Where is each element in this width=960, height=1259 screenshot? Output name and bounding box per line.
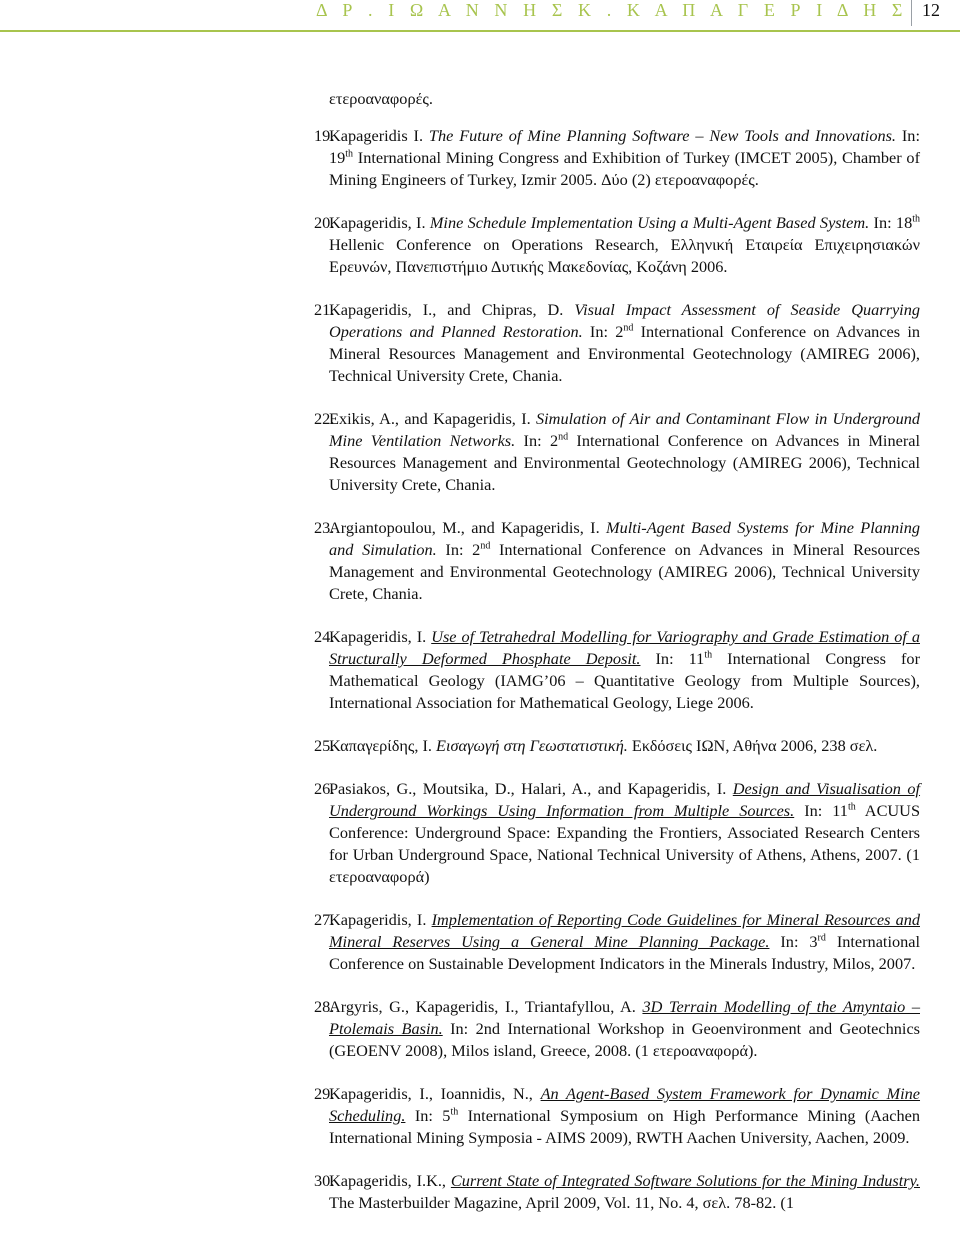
reference-title: Current State of Integrated Software Solutions for the Mining Industry. (450, 1171, 920, 1190)
reference-title: Εισαγωγή στη Γεωστατιστική. (436, 736, 628, 755)
page-header (0, 0, 960, 34)
reference-details: International Mining Congress and Exhibition of Turkey (IMCET 2005), Chamber of Mining Engineers of Turkey, Izmir 2005. Δύο (2) ετεροαναφορές. (329, 148, 920, 189)
reference-title: Use of Tetrahedral Modelling for Variography and Grade Estimation of a Structurally Deformed Phosphate Deposit. (329, 627, 920, 668)
ordinal-suffix: rd (817, 932, 826, 944)
reference-number: 23. (314, 518, 335, 537)
reference-title: Mine Schedule Implementation Using a Multi-Agent Based System. (429, 213, 870, 232)
reference-number: 30. (314, 1171, 335, 1190)
reference-details: International Symposium on High Performance Mining (Aachen International Mining Symposia - AIMS 2009), RWTH Aachen University, Aachen, 2009. (329, 1106, 921, 1147)
reference-number: 25. (314, 736, 335, 755)
reference-item (314, 299, 920, 387)
ordinal-suffix: th (704, 649, 713, 661)
reference-item (314, 212, 920, 278)
reference-authors: Kapageridis, I. (329, 213, 426, 232)
ordinal-suffix: th (345, 148, 354, 160)
references-list (314, 88, 920, 1235)
reference-details: International Conference on Advances in Mineral Resources Management and Environmental Geotechnology (AMIREG 2006), Technical University Crete, Chania. (329, 431, 920, 494)
reference-details: International Conference on Advances in Mineral Resources Management and Environmental Geotechnology (AMIREG 2006), Technical University Crete, Chania. (329, 540, 920, 603)
ordinal-suffix: nd (558, 431, 569, 443)
reference-source: In: 11 (804, 801, 848, 820)
reference-item (314, 778, 920, 888)
ordinal-suffix: nd (623, 322, 634, 334)
reference-item (314, 626, 920, 714)
reference-item (314, 517, 920, 605)
reference-authors: Kapageridis, I. (329, 910, 427, 929)
continued-fragment: ετεροαναφορές. (329, 89, 433, 108)
reference-authors: Kapageridis I. (329, 126, 424, 145)
reference-item (314, 125, 920, 191)
running-head-title: Δ Ρ . Ι Ω Α Ν Ν Η Σ Κ . Κ Α Π Α Γ Ε Ρ Ι Δ Η Σ (316, 0, 908, 20)
reference-number: 27. (314, 910, 335, 929)
reference-details: International Conference on Advances in Mineral Resources Management and Environmental Geotechnology (AMIREG 2006), Technical University Crete, Chania. (329, 322, 920, 385)
reference-authors: Καπαγερίδης, Ι. (329, 736, 432, 755)
reference-source: In: 11 (655, 649, 705, 668)
reference-number: 22. (314, 409, 335, 428)
reference-authors: Kapageridis, I.K., (329, 1171, 446, 1190)
reference-source: In: 19 (329, 126, 920, 167)
header-divider (911, 0, 912, 26)
reference-details: Hellenic Conference on Operations Research, Ελληνική Εταιρεία Επιχειρησιακών Ερευνών, Πανεπιστήμιο Δυτικής Μακεδονίας, Κοζάνη 2006. (329, 235, 920, 276)
reference-title: 3D Terrain Modelling of the Amyntaio – Ptolemais Basin. (329, 997, 920, 1038)
reference-source: In: 2 (523, 431, 559, 450)
reference-source: Εκδόσεις ΙΩΝ, Αθήνα 2006, 238 σελ. (631, 736, 878, 755)
reference-number: 21. (314, 300, 335, 319)
reference-authors: Pasiakos, G., Moutsika, D., Halari, A., and Kapageridis, I. (329, 779, 727, 798)
reference-number: 29. (314, 1084, 335, 1103)
reference-title: Simulation of Air and Contaminant Flow in Underground Mine Ventilation Networks. (329, 409, 920, 450)
reference-number: 24. (314, 627, 335, 646)
reference-title: Multi-Agent Based Systems for Mine Planning and Simulation. (329, 518, 920, 559)
reference-number: 28. (314, 997, 335, 1016)
reference-source: In: 3 (780, 932, 818, 951)
reference-source: In: 2nd International Workshop in Geoenvironment and Geotechnics (GEOENV 2008), Milos island, Greece, 2008. (1 ετεροαναφορά). (329, 1019, 921, 1060)
reference-authors: Kapageridis, I., Ioannidis, N., (329, 1084, 533, 1103)
reference-source: The Masterbuilder Magazine, April 2009, Vol. 11, No. 4, σελ. 78-82. (1 (329, 1193, 794, 1212)
ordinal-suffix: th (450, 1106, 459, 1118)
reference-title: Implementation of Reporting Code Guidelines for Mineral Resources and Mineral Reserves Using a General Mine Planning Package. (329, 910, 920, 951)
reference-source: In: 2 (445, 540, 481, 559)
reference-authors: Argiantopoulou, M., and Kapageridis, I. (329, 518, 600, 537)
reference-title: Visual Impact Assessment of Seaside Quarrying Operations and Planned Restoration. (329, 300, 920, 341)
reference-details: ACUUS Conference: Underground Space: Expanding the Frontiers, Associated Research Centers for Urban Underground Space, National Technical University of Athens, Athens, 2007. (1 ετεροαναφορά) (329, 801, 920, 886)
ordinal-suffix: th (912, 213, 920, 225)
reference-source: In: 2 (589, 322, 624, 341)
reference-authors: Kapageridis, I., and Chipras, D. (329, 300, 564, 319)
reference-authors: Kapageridis, I. (329, 627, 427, 646)
reference-item (314, 408, 920, 496)
reference-item (314, 909, 920, 975)
reference-authors: Exikis, A., and Kapageridis, I. (329, 409, 531, 428)
reference-item (314, 735, 920, 757)
reference-item (314, 1083, 920, 1149)
header-rule (0, 30, 960, 32)
reference-source: In: 18 (873, 213, 913, 232)
reference-title: An Agent-Based System Framework for Dynamic Mine Scheduling. (329, 1084, 921, 1125)
reference-details: International Congress for Mathematical Geology (IAMG’06 – Quantitative Geology from Multiple Sources), International Association for Mathematical Geology, Liege 2006. (329, 649, 920, 712)
reference-number: 26. (314, 779, 335, 798)
ordinal-suffix: th (847, 801, 856, 813)
reference-authors: Argyris, G., Kapageridis, I., Triantafyllou, A. (329, 997, 636, 1016)
reference-number: 19. (314, 126, 335, 145)
reference-source: In: 5 (414, 1106, 451, 1125)
page-number: 12 (922, 0, 940, 20)
reference-number: 20. (314, 213, 335, 232)
reference-title: The Future of Mine Planning Software – New Tools and Innovations. (428, 126, 897, 145)
ordinal-suffix: nd (480, 540, 491, 552)
reference-item (314, 1170, 920, 1214)
reference-title: Design and Visualisation of Underground Workings Using Information from Multiple Sources. (329, 779, 921, 820)
reference-details: International Conference on Sustainable Development Indicators in the Minerals Industry, Milos, 2007. (329, 932, 920, 973)
reference-item (314, 996, 920, 1062)
